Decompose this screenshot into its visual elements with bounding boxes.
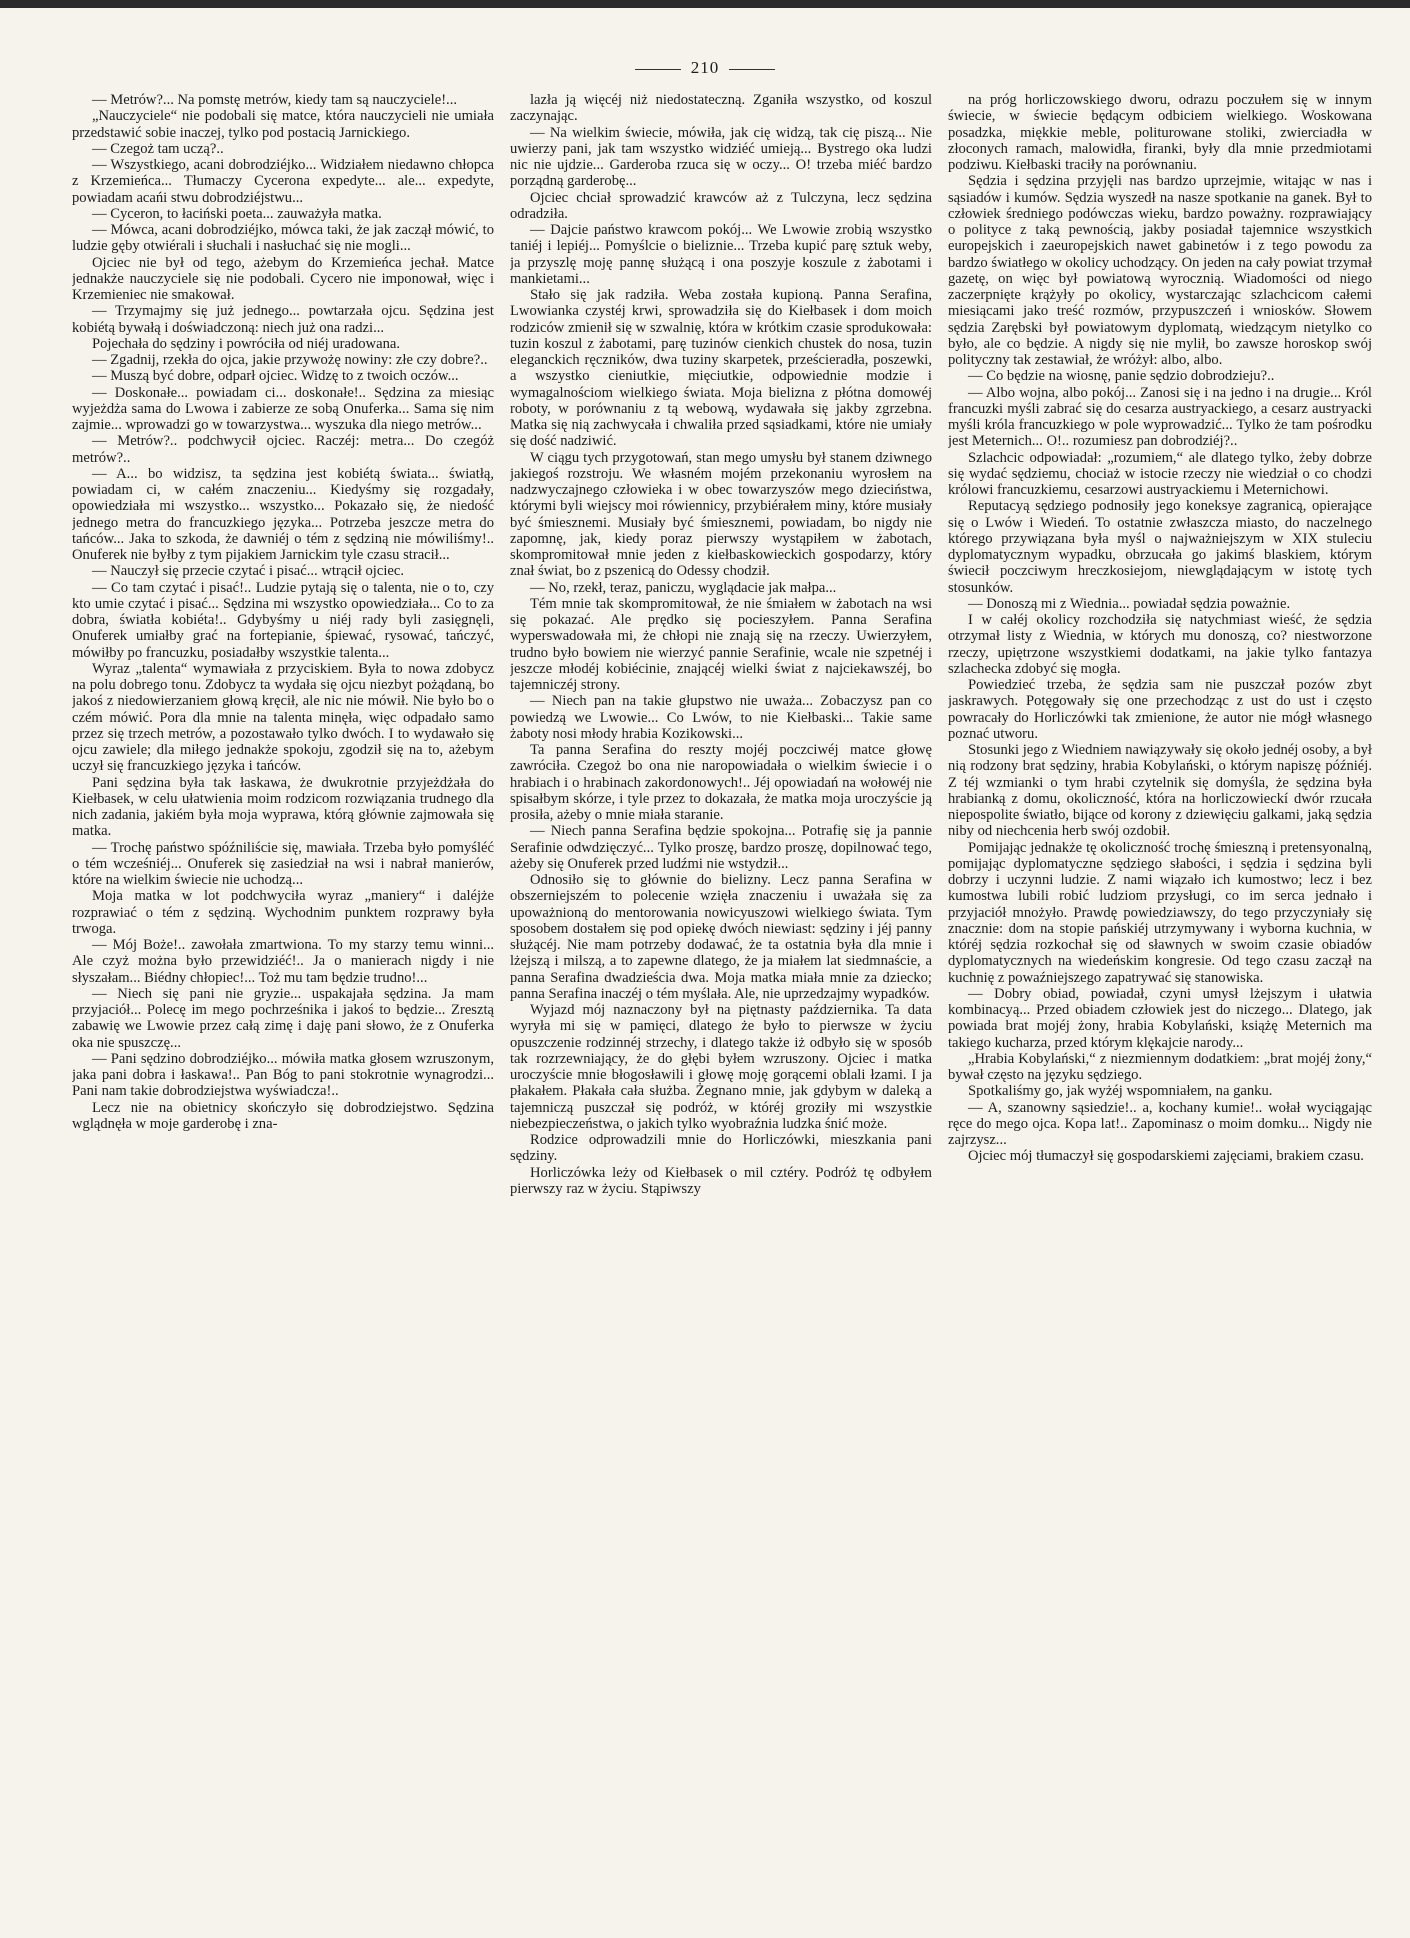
paragraph: — Mój Boże!.. zawołała zmartwiona. To my starzy temu winni... Ale czyż można było przewidziéć!.. Ja o manierach nigdy i nie słyszałam... Biédny chłopiec!... Toż mu tam będzie trudno!... [72,937,494,986]
page-number [0,58,1410,78]
paragraph: Wyjazd mój naznaczony był na piętnasty października. Ta data wyryła mi się w pamięci, dlatego że było to pierwsze w życiu opuszczenie rodzinnéj strzechy, i dlatego także iż odbyło się w sposób tak rozrzewniający, że do głębi byłem wzruszony. Ojciec i matka uroczyście mnie błogosławili i głowę moję gorącemi oblali łzami. I ja płakałem. Płakała cała służba. Żegnano mnie, jak gdybym w daleką a tajemniczą puszczał się podróż, w któréj groziły mi wszystkie niebezpieczeństwa, o jakich tylko wyobraźnia ludzka śnić może. [510,1002,932,1132]
scan-edge [0,0,1410,8]
paragraph: — Cyceron, to łaciński poeta... zauważyła matka. [92,205,382,222]
paragraph: Szlachcic odpowiadał: „rozumiem,“ ale dlatego tylko, żeby dobrze się wydać sędziemu, chociaż w istocie rzeczy nie wiedział o co chodzi królowi francuzkiemu, cesarzowi austryackiemu i Meternichowi. [948,449,1372,498]
paragraph: Pani sędzina była tak łaskawa, że dwukrotnie przyjeżdżała do Kiełbasek, w celu ułatwienia moim rodzicom rozwiązania trudnego dla nich zadania, jakiém była moja wyprawa, którą głównie zajmowała się matka. [72,774,494,840]
paragraph: — Albo wojna, albo pokój... Zanosi się i na jedno i na drugie... Król francuzki myśli zabrać się do cesarza austryackiego, a cesarz austryacki myśli króla francuzkiego w pole wyprowadzić... Tylko że tam pośrodku jest Meternich... O!.. rozumiesz pan dobrodziéj?.. [948,384,1372,450]
paragraph: Horliczówka leży od Kiełbasek o mil cztéry. Podróż tę odbyłem pierwszy raz w życiu. Stąpiwszy [510,1164,932,1197]
paragraph: Spotkaliśmy go, jak wyżéj wspomniałem, na ganku. [968,1083,1273,1100]
paragraph: W ciągu tych przygotowań, stan mego umysłu był stanem dziwnego jakiegoś rozstroju. We własném mojém przekonaniu wyrosłem na nadzwyczajnego człowieka i w obec towarzyszów mego dzieciństwa, którymi byli wiejscy moi rówiennicy, przybiérałem miny, które musiały być śmiesznemi. Musiały być śmiesznemi, powiadam, bo nigdy nie zapomnę, jak, kiedy poraz pierwszy wystąpiłem w żabotach, skompromitował mnie jeden z kiełbaskowieckich gospodarzy, który znał świat, bo z pszenicą do Odessy chodził. [510,449,932,580]
paragraph: Pomijając jednakże tę okoliczność trochę śmieszną i pretensyonalną, pomijając dyplomatyczne sędziego słabości, i sędzia i sędzina byli dobrzy i uczynni ludzie. Z nami wiązało ich kumostwo; lecz i bez kumostwa lubili robić ludziom przysługi, co im serca jednało i przyjaciół mnożyło. Prawdę powiedziawszy, do tego przyczyniały się znacznie: dom na stopie pańskiéj utrzymywany i wyborna kuchnia, w któréj sędzia rozkochał się od sławnych w swoim czasie obiadów dyplomatycznych na wiedeńskim kongresie. Od tego czasu zaczął na kuchnię z powaźniejszego zapatrywać się stanowiska. [948,839,1372,986]
paragraph: — Dobry obiad, powiadał, czyni umysł lżejszym i ułatwia kombinacyą... Przed obiadem człowiek jest do niczego... Dlatego, jak powiada brat mojéj żony, hrabia Kobylański, książę Meternich ma takiego kucharza, przed którym klękajcie narody... [948,985,1372,1051]
paragraph: — Muszą być dobre, odparł ojciec. Widzę to z twoich oczów... [92,368,459,385]
paragraph: — Trochę państwo spóźniliście się, mawiała. Trzeba było pomyśléć o tém wcześniéj... Onuferek się zasiedział na wsi i nabrał manierów, które na wielkim świecie nie uchodzą... [72,839,494,888]
paragraph: — Czegoż tam uczą?.. [92,140,224,157]
paragraph: Lecz nie na obietnicy skończyło się dobrodziejstwo. Sędzina wglądnęła w moje garderobę i zna- [72,1099,494,1132]
paragraph: — Zgadnij, rzekła do ojca, jakie przywożę nowiny: złe czy dobre?.. [92,352,488,368]
paragraph: Ta panna Serafina do reszty mojéj poczciwéj matce głowę zawróciła. Czegoż bo ona nie naropowiadała o wielkim świecie i o hrabiach i o hrabinach zakordonowych!.. Jéj opowiadań na wołowéj nie spisałbym skórze, i tyle przez to dokazała, że matka moja uroczyście ją prosiła, ażeby o mnie miała staranie. [510,742,932,823]
paragraph: — Pani sędzino dobrodziéjko... mówiła matka głosem wzruszonym, jaka pani dobra i łaskawa!.. Pan Bóg to pani stokrotnie wynagrodzi... Pani nam takie dobrodziejstwa wyświadcza!.. [72,1050,494,1100]
paragraph: „Nauczyciele“ nie podobali się matce, która nauczycieli nie umiała przedstawić sobie inaczej, tylko pod postacią Jarnickiego. [72,108,494,141]
page-number-dash-left [635,69,681,70]
paragraph: — Niech pan na takie głupstwo nie uważa... Zobaczysz pan co powiedzą we Lwowie... Co Lwów, to nie Kiełbaski... Takie same żaboty nosi młody hrabia Kozikowski... [510,693,932,742]
paragraph: Ojciec nie był od tego, ażebym do Krzemieńca jechał. Matce jednakże nauczyciele się nie podobali. Cycero nie imponował, więc i Krzemieniec nie smakował. [72,254,494,303]
paragraph: Reputacyą sędziego podnosiły jego koneksye zagranicą, opierające się o Lwów i Wiedeń. To ostatnie zwłaszcza miasto, do naczelnego którego przywiązana była myśl o najważniejszym w XIX stuleciu dyplomatycznym wypadku, obrzucała go jakimś blaskiem, którym świecił poczciwym hreczkosiejom, niewglądającym w istotę tych stosunków. [948,498,1372,596]
paragraph: — Co będzie na wiosnę, panie sędzio dobrodzieju?.. [968,368,1275,385]
paragraph: — Trzymajmy się już jednego... powtarzała ojcu. Sędzina jest kobiétą bywałą i doświadczoną: niech już ona radzi... [72,303,494,336]
paragraph: — Wszystkiego, acani dobrodziéjko... Widziałem niedawno chłopca z Krzemieńca... Tłumaczy Cycerona expedyte... ale... expedyte, powiadam acańi stwu dobrodziéjstwu... [72,157,494,206]
paragraph: — No, rzekł, teraz, paniczu, wyglądacie jak małpa... [530,579,837,596]
paragraph: „Hrabia Kobylański,“ z niezmiennym dodatkiem: „brat mojéj żony,“ bywał często na języku sędziego. [948,1050,1372,1083]
paragraph: — Niech się pani nie gryzie... uspakajała sędzina. Ja mam przyjaciół... Polecę im mego pochrześnika i jakoś to będzie... Zresztą zabawię we Lwowie przez całą zimę i daję pani słowo, że z Onuferka oka nie spuszczę... [72,985,494,1051]
paragraph: — Donoszą mi z Wiednia... powiadał sędzia poważnie. [968,595,1291,612]
paragraph: na próg horliczowskiego dworu, odrazu poczułem się w innym świecie, w świecie będącym odbiciem wielkiego. Woskowana posadzka, miękkie meble, politurowane stoliki, zwierciadła w złoconych ramach, malowidła, firanki, były dla mnie przedmiotami podziwu. Kiełbaski traciły na porównaniu. [948,92,1372,173]
paragraph: — Niech panna Serafina będzie spokojna... Potrafię się ja pannie Serafinie odwdzięczyć... Tylko proszę, bardzo proszę, dopilnować tego, ażeby się Onuferek przed ludźmi nie wstydził... [510,823,932,872]
text-columns [72,92,1404,1912]
paragraph: — Na wielkim świecie, mówiła, jak cię widzą, tak cię piszą... Nie uwierzy pani, jak tam wszystko widziéć umieją... Bystrego oka ludzi nic nie ujdzie... Garderoba rzuca się w oczy... O! trzeba miéć bardzo porządną garderobę... [510,124,932,190]
column-left [72,92,494,1912]
paragraph: — A... bo widzisz, ta sędzina jest kobiétą świata... światłą, powiadam ci, w całém znaczeniu... Kiedyśmy się rozgadały, opowiedziała mi wszystko... wszystko... Pokazało się, że niedość jednego metra do francuzkiego języka... Potrzeba jeszcze metra do tańców... Jaka to szkoda, że dawniéj o tém z sędziną nie mówiliśmy!.. Onuferek nie byłby z tym pijakiem Jarnickim tyle czasu stracił... [72,465,494,563]
paragraph: Stało się jak radziła. Weba została kupioną. Panna Serafina, Lwowianka czystéj krwi, sprowadziła się do Kiełbasek i dom moich rodziców zmienił się w szwalnię, która w krótkim czasie sprodukowała: tuzin koszul z żabotami, parę tuzinów cienkich chustek do nosa, tuzin eleganckich ręczników, dwa tuziny skarpetek, prześcieradła, poszewki, a wszystko cieniutkie, mięciutkie, odpowiednie modzie i wymagalnościom wielkiego świata. Moja bielizna z płótna domowéj roboty, w porównaniu z tą webową, wydawała się jakby zgrzebna. Matka się nią zachwycała i chwaliła przed sąsiadkami, które nie umiały się dość nadziwić. [510,287,932,450]
paragraph: Powiedzieć trzeba, że sędzia sam nie puszczał pozów zbyt jaskrawych. Potęgowały się one przechodząc z ust do ust i często powracały do Horliczówki tak zmienione, że autor nie mógł własnego poznać utworu. [948,677,1372,742]
paragraph: Tém mnie tak skompromitował, że nie śmiałem w żabotach na wsi się pokazać. Ale prędko się pocieszyłem. Panna Serafina wyperswadowała mi, że chłopi nie znają się na rzeczy. Uwierzyłem, trudno było bowiem nie wierzyć pannie Serafinie, wcale nie szpetnéj i jeszcze młodéj kobiécinie, znającéj wielki świat z najciekawszéj, bo tajemniczéj strony. [510,595,932,693]
paragraph: Odnosiło się to głównie do bielizny. Lecz panna Serafina w obszerniejszém to polecenie wzięła znaczeniu i uważała się za upoważnioną do mentorowania nowicyuszowi wielkiego świata. Tym sposobem dostałem się pod opiekę dwóch niewiast: sędziny i jéj panny służącéj. Nie mam potrzeby dodawać, że ta ostatnia była dla mnie i lżejszą i milszą, a to zapewne dlatego, że ja miałem lat siedmnaście, a panna Serafina dwadzieścia dwa. Moja matka miała mnie za dziecko; panna Serafina inaczéj o tém myślała. Ale, nie uprzedzajmy wypadków. [510,872,932,1002]
paragraph: — A, szanowny sąsiedzie!.. a, kochany kumie!.. wołał wyciągając ręce do mego ojca. Kopa lat!.. Zapominasz o moim domku... Nigdy nie zajrzysz... [948,1099,1372,1148]
paragraph: Sędzia i sędzina przyjęli nas bardzo uprzejmie, witając w nas i sąsiadów i kumów. Sędzia wyszedł na nasze spotkanie na ganek. Był to człowiek średniego podówczas wieku, bardzo poważny. rozprawiający o polityce z taką pewnością, jakby posiadał tajemnice wszystkich europejskich i zaeuropejskich nawet gabinetów i z tego powodu za bardzo światłego w okolicy uchodzący. On jeden na cały powiat trzymał gazetę, on więc był powiatową wyrocznią. Wiadomości od niego zaczerpnięte krążyły po okolicy, wystarczając szlachcicom całemi miesiącami jako treść rozmów, przypuszczeń i wniosków. Słowem sędzia Zarębski był powiatowym dyplomatą, wiedzącym nietylko co było, ale co będzie. A nigdy się nie mylił, bo zawsze horoskop swój polityczny tak zestawiał, że wróżył: albo, albo. [948,173,1372,368]
page-number-dash-right [729,69,775,70]
paragraph: — Mówca, acani dobrodziéjko, mówca taki, że jak zaczął mówić, to ludzie gęby otwiérali i słuchali i nasłuchać się nie mogli... [72,222,494,255]
paragraph: — Metrów?.. podchwycił ojciec. Raczéj: metra... Do czegóż metrów?.. [72,433,494,466]
page-number-value: 210 [690,58,720,77]
paragraph: — Dajcie państwo krawcom pokój... We Lwowie zrobią wszystko taniéj i lepiéj... Pomyślcie o bieliznie... Trzeba kupić parę sztuk weby, ja przyszlę moję pannę służącą i ona poszyje koszule z żabotami i mankietami... [510,222,932,287]
paragraph: — Nauczył się przecie czytać i pisać... wtrącił ojciec. [92,563,404,580]
paragraph: — Metrów?... Na pomstę metrów, kiedy tam są nauczyciele!... [92,92,457,108]
paragraph: — Doskonałe... powiadam ci... doskonałe!.. Sędzina za miesiąc wyjeżdża sama do Lwowa i zabierze ze sobą Onuferka... Sama się nim zajmie... wprowadzi go w towarzystwa... wyszuka dla niego metrów... [72,384,494,433]
paragraph: I w całéj okolicy rozchodziła się natychmiast wieść, że sędzia otrzymał listy z Wiednia, w których mu donoszą, co? niestworzone rzeczy, upiętrzone wszystkiemi dodatkami, na jakie tylko fantazya szlachecka zdobyć się mogła. [948,612,1372,677]
paragraph: Ojciec chciał sprowadzić krawców aż z Tulczyna, lecz sędzina odradziła. [510,189,932,222]
paragraph: Stosunki jego z Wiedniem nawiązywały się około jednéj osoby, a był nią rodzony brat sędziny, hrabia Kobylański, o którym napiszę późniéj. Z téj wzmianki o tym hrabi czytelnik się domyśla, że sędzina była hrabianką z domu, okoliczność, która na horliczowieckí dwór rzucała niepospolite światło, bijące od korony z dziewięciu galkami, jaką sędzia niby od niechcenia herb swój ozdobił. [948,742,1372,840]
paragraph: — Co tam czytać i pisać!.. Ludzie pytają się o talenta, nie o to, czy kto umie czytać i pisać... Sędzina mi wszystko opowiedziała... Co to za dobra, światła kobiéta!.. Gdybyśmy u niéj rady byli zasięgnęli, Onuferek umiałby grać na fortepianie, śpiewać, rysować, tańczyć, mówiłby po francuzku, posiadałby wszystkie talenta... [72,579,494,661]
paragraph: Pojechała do sędziny i powróciła od niéj uradowana. [92,335,400,352]
column-middle [510,92,932,1912]
paragraph: Wyraz „talenta“ wymawiała z przyciskiem. Była to nowa zdobycz na polu dobrego tonu. Zdobycz ta wydała się ojcu niezbyt pożądaną, bo jakoś z niedowierzaniem głową kręcił, ale nic nie mówił. Nie było bo o czém mówić. Pora dla mnie na talenta minęła, więc odpadało samo przez się trzech metrów, a pozostawało tylko dwóch. I to wydawało się ojcu zawiele; dla miłego jednakże spokoju, zgodził się na to, ażebym uczył się francuzkiego języka i tańców. [72,660,494,775]
column-right [948,92,1372,1912]
paragraph: lazła ją więcéj niż niedostateczną. Zganiła wszystko, od koszul zaczynając. [510,92,932,125]
paragraph: Rodzice odprowadzili mnie do Horliczówki, mieszkania pani sędziny. [510,1132,932,1165]
paragraph: Ojciec mój tłumaczył się gospodarskiemi zajęciami, brakiem czasu. [968,1148,1364,1165]
paragraph: Moja matka w lot podchwyciła wyraz „maniery“ i daléjże rozprawiać o tém z sędziną. Wychodnim punktem rozprawy była trwoga. [72,888,494,937]
